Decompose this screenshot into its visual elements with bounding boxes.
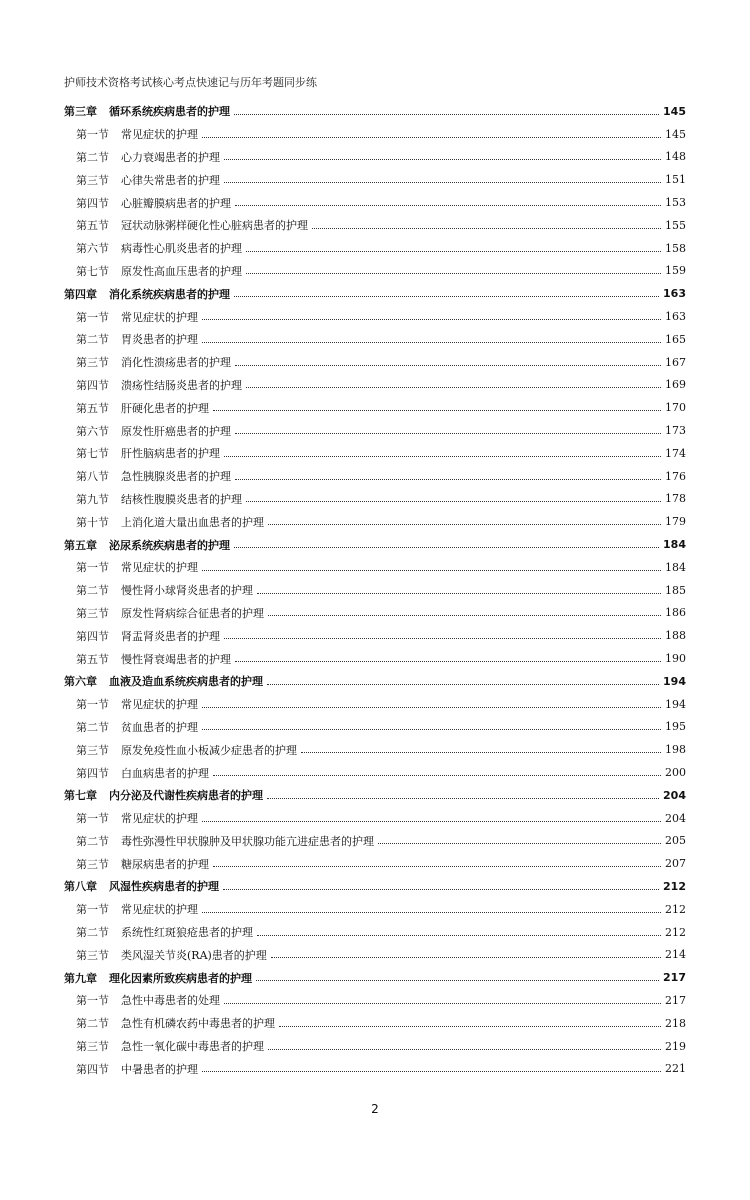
page-ref: 219: [665, 1039, 686, 1053]
toc-entry-label: [64, 673, 263, 689]
toc-entry-label: [76, 149, 220, 165]
page-ref: 163: [663, 287, 686, 301]
section-title: 结核性腹膜炎患者的护理: [121, 492, 242, 506]
dot-leader: [202, 342, 661, 343]
section-title: 溃疡性结肠炎患者的护理: [121, 378, 242, 392]
dot-leader: [213, 410, 661, 411]
page-ref: 212: [665, 902, 686, 916]
toc-section-row[interactable]: [64, 442, 686, 465]
toc-section-row[interactable]: [64, 328, 686, 351]
section-title: 冠状动脉粥样硬化性心脏病患者的护理: [121, 219, 308, 233]
section-number: 第一节: [76, 903, 109, 917]
toc-section-row[interactable]: [64, 305, 686, 328]
section-number: 第一节: [76, 698, 109, 712]
toc-entry-label: [76, 1061, 198, 1077]
dot-leader: [268, 615, 661, 616]
dot-leader: [223, 889, 659, 890]
section-title: 胃炎患者的护理: [121, 333, 198, 347]
chapter-title: 泌尿系统疾病患者的护理: [109, 538, 230, 552]
page-ref: 179: [665, 515, 686, 529]
page-ref: 159: [665, 264, 686, 278]
section-number: 第三节: [76, 173, 109, 187]
section-number: 第二节: [76, 333, 109, 347]
toc-entry-label: [64, 286, 230, 302]
chapter-title: 消化系统疾病患者的护理: [109, 287, 230, 301]
dot-leader: [234, 296, 659, 297]
toc-section-row[interactable]: [64, 738, 686, 761]
section-number: 第六节: [76, 424, 109, 438]
chapter-title: 循环系统疾病患者的护理: [109, 105, 230, 119]
dot-leader: [235, 433, 661, 434]
section-title: 心律失常患者的护理: [121, 173, 220, 187]
dot-leader: [234, 114, 659, 115]
page-ref: 218: [665, 1016, 686, 1030]
toc-section-row[interactable]: [64, 374, 686, 397]
page-ref: 165: [665, 332, 686, 346]
page-ref: 170: [665, 401, 686, 415]
page-ref: 217: [663, 971, 686, 985]
toc-section-row[interactable]: [64, 647, 686, 670]
chapter-number: 第五章: [64, 538, 97, 552]
toc-entry-label: [64, 537, 230, 553]
section-number: 第五节: [76, 401, 109, 415]
page-ref: 194: [665, 697, 686, 711]
dot-leader: [268, 524, 661, 525]
page-ref: 174: [665, 446, 686, 460]
toc-entry-label: [76, 468, 231, 484]
section-number: 第二节: [76, 926, 109, 940]
section-number: 第二节: [76, 834, 109, 848]
section-number: 第四节: [76, 629, 109, 643]
section-title: 常见症状的护理: [121, 903, 198, 917]
toc-entry-label: [76, 719, 198, 735]
toc-section-row[interactable]: [64, 510, 686, 533]
page-ref: 204: [663, 788, 686, 802]
toc-entry-label: [64, 878, 219, 894]
section-number: 第三节: [76, 606, 109, 620]
toc-section-row[interactable]: [64, 761, 686, 784]
toc-chapter-row[interactable]: [64, 784, 686, 807]
section-title: 原发性高血压患者的护理: [121, 264, 242, 278]
section-number: 第八节: [76, 470, 109, 484]
toc-entry-label: [76, 924, 253, 940]
section-number: 第二节: [76, 1017, 109, 1031]
toc-entry-label: [76, 331, 198, 347]
section-title: 慢性肾衰竭患者的护理: [121, 652, 231, 666]
toc-section-row[interactable]: [64, 1012, 686, 1035]
section-title: 常见症状的护理: [121, 561, 198, 575]
dot-leader: [267, 684, 659, 685]
toc-entry-label: [76, 696, 198, 712]
page-ref: 145: [663, 104, 686, 118]
page-ref: 167: [665, 355, 686, 369]
section-number: 第二节: [76, 720, 109, 734]
toc-section-row[interactable]: [64, 237, 686, 260]
toc-entry-label: [76, 628, 220, 644]
section-title: 急性胰腺炎患者的护理: [121, 470, 231, 484]
toc-entry-label: [76, 514, 264, 530]
chapter-title: 内分泌及代谢性疾病患者的护理: [109, 789, 263, 803]
section-title: 急性中毒患者的处理: [121, 994, 220, 1008]
section-title: 常见症状的护理: [121, 128, 198, 142]
page-ref: 163: [665, 310, 686, 324]
dot-leader: [246, 387, 661, 388]
toc-section-row[interactable]: [64, 921, 686, 944]
page-ref: 184: [663, 538, 686, 552]
page-ref: 145: [665, 127, 686, 141]
page-ref: 204: [665, 811, 686, 825]
section-number: 第七节: [76, 264, 109, 278]
page-ref: 151: [665, 173, 686, 187]
toc-entry-label: [76, 172, 220, 188]
section-title: 常见症状的护理: [121, 812, 198, 826]
section-title: 肾盂肾炎患者的护理: [121, 629, 220, 643]
page-ref: 200: [665, 766, 686, 779]
toc-entry-label: [76, 947, 267, 963]
dot-leader: [224, 1003, 661, 1004]
page-ref: 148: [665, 150, 686, 164]
dot-leader: [257, 935, 661, 936]
section-number: 第三节: [76, 356, 109, 370]
page-ref: 178: [665, 492, 686, 506]
dot-leader: [246, 251, 661, 252]
toc-entry-label: [76, 309, 198, 325]
toc-section-row[interactable]: [64, 260, 686, 283]
dot-leader: [256, 980, 659, 981]
toc-section-row[interactable]: [64, 396, 686, 419]
page-ref: 214: [665, 948, 686, 962]
toc-entry-label: [76, 605, 264, 621]
toc-entry-label: [76, 195, 231, 211]
chapter-title: 理化因素所致疾病患者的护理: [109, 971, 252, 985]
section-number: 第二节: [76, 150, 109, 164]
page-ref: 205: [665, 834, 686, 848]
toc-entry-label: [76, 1015, 275, 1031]
toc-entry-label: [76, 992, 220, 1008]
dot-leader: [246, 273, 661, 274]
section-number: 第四节: [76, 196, 109, 210]
toc-entry-label: [76, 217, 308, 233]
dot-leader: [213, 866, 661, 867]
section-title: 系统性红斑狼疮患者的护理: [121, 926, 253, 940]
page-ref: 185: [665, 583, 686, 597]
section-number: 第七节: [76, 447, 109, 461]
section-title: 原发性肝癌患者的护理: [121, 424, 231, 438]
toc-section-row[interactable]: [64, 191, 686, 214]
section-title: 急性一氧化碳中毒患者的护理: [121, 1040, 264, 1054]
chapter-number: 第四章: [64, 287, 97, 301]
section-title: 糖尿病患者的护理: [121, 857, 209, 871]
toc-entry-label: [76, 263, 242, 279]
toc-section-row[interactable]: [64, 465, 686, 488]
chapter-title: 血液及造血系统疾病患者的护理: [109, 675, 263, 689]
toc-section-row[interactable]: [64, 602, 686, 625]
toc-section-row[interactable]: [64, 807, 686, 830]
chapter-number: 第七章: [64, 789, 97, 803]
toc-section-row[interactable]: [64, 556, 686, 579]
dot-leader: [202, 570, 661, 571]
section-number: 第五节: [76, 652, 109, 666]
page-ref: 173: [665, 424, 686, 438]
chapter-number: 第八章: [64, 880, 97, 894]
toc-entry-label: [76, 833, 374, 849]
section-number: 第四节: [76, 766, 109, 780]
toc-chapter-row[interactable]: [64, 966, 686, 989]
toc-section-row[interactable]: [64, 579, 686, 602]
page-ref: 184: [665, 560, 686, 574]
toc-section-row[interactable]: [64, 419, 686, 442]
dot-leader: [279, 1026, 661, 1027]
toc-section-row[interactable]: [64, 146, 686, 169]
section-number: 第三节: [76, 1040, 109, 1054]
page-ref: 195: [665, 720, 686, 734]
dot-leader: [224, 456, 661, 457]
chapter-number: 第九章: [64, 971, 97, 985]
chapter-number: 第六章: [64, 675, 97, 689]
table-of-contents: [64, 100, 686, 1080]
page-ref: 158: [665, 241, 686, 255]
toc-chapter-row[interactable]: [64, 875, 686, 898]
toc-entry-label: [64, 103, 230, 119]
dot-leader: [378, 843, 661, 844]
toc-chapter-row[interactable]: [64, 100, 686, 123]
toc-section-row[interactable]: [64, 693, 686, 716]
section-title: 贫血患者的护理: [121, 720, 198, 734]
toc-entry-label: [76, 901, 198, 917]
toc-section-row[interactable]: [64, 351, 686, 374]
toc-entry-label: [64, 787, 263, 803]
toc-section-row[interactable]: [64, 989, 686, 1012]
section-number: 第九节: [76, 492, 109, 506]
toc-entry-label: [76, 810, 198, 826]
toc-entry-label: [76, 765, 209, 781]
section-number: 第五节: [76, 219, 109, 233]
section-title: 消化性溃疡患者的护理: [121, 356, 231, 370]
chapter-title: 风湿性疾病患者的护理: [109, 880, 219, 894]
toc-chapter-row[interactable]: [64, 533, 686, 556]
page-ref: 188: [665, 629, 686, 643]
dot-leader: [301, 752, 661, 753]
section-number: 第四节: [76, 378, 109, 392]
dot-leader: [257, 593, 661, 594]
dot-leader: [235, 365, 661, 366]
dot-leader: [224, 182, 661, 183]
toc-entry-label: [64, 970, 252, 986]
page-ref: 186: [665, 606, 686, 620]
toc-section-row[interactable]: [64, 123, 686, 146]
section-number: 第三节: [76, 948, 109, 962]
section-number: 第一节: [76, 128, 109, 142]
dot-leader: [202, 729, 661, 730]
dot-leader: [235, 661, 661, 662]
toc-chapter-row[interactable]: [64, 282, 686, 305]
section-title: 原发性肾病综合征患者的护理: [121, 606, 264, 620]
page-ref: 194: [663, 674, 686, 688]
section-number: 第十节: [76, 515, 109, 529]
dot-leader: [224, 638, 661, 639]
toc-section-row[interactable]: [64, 852, 686, 875]
page-ref: 212: [665, 925, 686, 939]
toc-section-row[interactable]: [64, 214, 686, 237]
toc-entry-label: [76, 651, 231, 667]
toc-entry-label: [76, 582, 253, 598]
page-ref: 212: [663, 879, 686, 893]
section-title: 类风湿关节炎(RA)患者的护理: [121, 948, 267, 962]
toc-section-row[interactable]: [64, 716, 686, 739]
page-ref: 169: [665, 378, 686, 392]
dot-leader: [213, 775, 661, 776]
dot-leader: [202, 912, 661, 913]
toc-section-row[interactable]: [64, 830, 686, 853]
dot-leader: [312, 228, 661, 229]
section-number: 第六节: [76, 242, 109, 256]
dot-leader: [235, 205, 661, 206]
toc-entry-label: [76, 240, 242, 256]
section-title: 肝性脑病患者的护理: [121, 447, 220, 461]
section-number: 第二节: [76, 584, 109, 598]
toc-chapter-row[interactable]: [64, 670, 686, 693]
dot-leader: [202, 821, 661, 822]
section-title: 常见症状的护理: [121, 310, 198, 324]
section-number: 第一节: [76, 994, 109, 1008]
dot-leader: [202, 137, 661, 138]
dot-leader: [271, 957, 661, 958]
dot-leader: [224, 159, 661, 160]
toc-section-row[interactable]: [64, 168, 686, 191]
page-ref: 221: [665, 1062, 686, 1076]
section-number: 第三节: [76, 857, 109, 871]
chapter-number: 第三章: [64, 105, 97, 119]
page-ref: 198: [665, 743, 686, 757]
toc-section-row[interactable]: [64, 898, 686, 921]
toc-section-row[interactable]: [64, 1057, 686, 1080]
page-ref: 176: [665, 469, 686, 483]
dot-leader: [246, 501, 661, 502]
section-title: 白血病患者的护理: [121, 766, 209, 780]
section-title: 肝硬化患者的护理: [121, 401, 209, 415]
toc-entry-label: [76, 354, 231, 370]
toc-entry-label: [76, 491, 242, 507]
toc-entry-label: [76, 856, 209, 872]
section-title: 病毒性心肌炎患者的护理: [121, 242, 242, 256]
toc-section-row[interactable]: [64, 1035, 686, 1058]
running-header: 护师技术资格考试核心考点快速记与历年考题同步练: [64, 76, 317, 89]
section-number: 第一节: [76, 561, 109, 575]
dot-leader: [202, 707, 661, 708]
section-number: 第四节: [76, 1062, 109, 1076]
toc-section-row[interactable]: [64, 624, 686, 647]
section-number: 第三节: [76, 743, 109, 757]
toc-entry-label: [76, 377, 242, 393]
section-title: 急性有机磷农药中毒患者的护理: [121, 1017, 275, 1031]
toc-section-row[interactable]: [64, 488, 686, 511]
page-ref: 217: [665, 993, 686, 1007]
page-ref: 190: [665, 652, 686, 666]
page-ref: 155: [665, 218, 686, 232]
toc-entry-label: [76, 423, 231, 439]
toc-entry-label: [76, 1038, 264, 1054]
toc-section-row[interactable]: [64, 943, 686, 966]
section-title: 心力衰竭患者的护理: [121, 150, 220, 164]
toc-entry-label: [76, 126, 198, 142]
toc-entry-label: [76, 742, 297, 758]
page-ref: 153: [665, 196, 686, 210]
toc-entry-label: [76, 559, 198, 575]
page-number: 2: [371, 1102, 379, 1116]
dot-leader: [235, 479, 661, 480]
page-ref: 207: [665, 857, 686, 871]
dot-leader: [268, 1049, 661, 1050]
dot-leader: [234, 547, 659, 548]
section-title: 慢性肾小球肾炎患者的护理: [121, 584, 253, 598]
dot-leader: [267, 798, 659, 799]
dot-leader: [202, 319, 661, 320]
section-title: 原发免疫性血小板减少症患者的护理: [121, 743, 297, 757]
section-number: 第一节: [76, 812, 109, 826]
toc-entry-label: [76, 445, 220, 461]
section-number: 第一节: [76, 310, 109, 324]
toc-entry-label: [76, 400, 209, 416]
section-title: 心脏瓣膜病患者的护理: [121, 196, 231, 210]
section-title: 毒性弥漫性甲状腺肿及甲状腺功能亢进症患者的护理: [121, 834, 374, 848]
section-title: 中暑患者的护理: [121, 1062, 198, 1076]
section-title: 上消化道大量出血患者的护理: [121, 515, 264, 529]
section-title: 常见症状的护理: [121, 698, 198, 712]
dot-leader: [202, 1071, 661, 1072]
